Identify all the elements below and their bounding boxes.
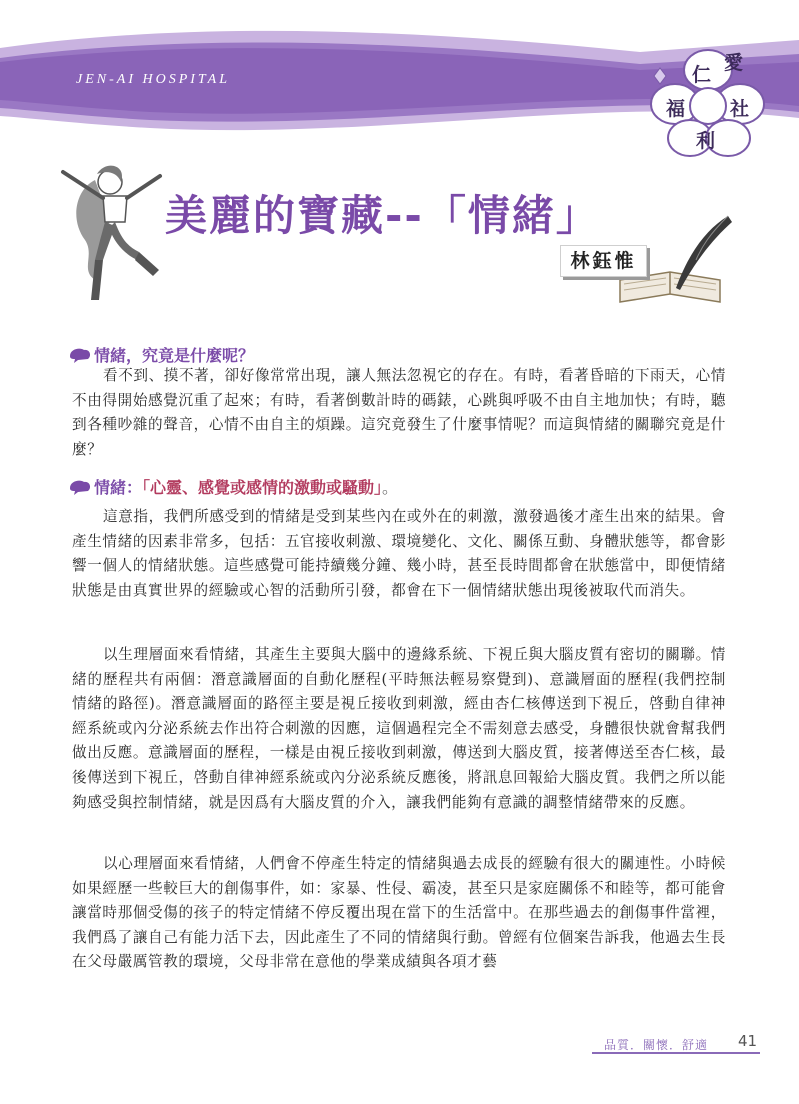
- section1-paragraph: 看不到、摸不著，卻好像常常出現，讓人無法忽視它的存在。有時，看著昏暗的下雨天，心情不由得開始感覺沉重了起來；有時，看著倒數計時的碼錶，心跳與呼吸不由自主地加快；有時，聽到各種吵雜的聲音，心情不由自主的煩躁。這究竟發生了什麼事情呢？而這與情緒的關聯究竟是什麼？: [72, 367, 726, 458]
- section2-heading-emphasis: 「心靈、感覺或感情的激動或騷動」: [142, 478, 383, 497]
- author-name: 林鈺惟: [560, 245, 647, 277]
- section2-paragraph-2: 以生理層面來看情緒，其產生主要與大腦中的邊緣系統、下視丘與大腦皮質有密切的關聯。情緒的歷程共有兩個：潛意識層面的自動化歷程(平時無法輕易察覺到)、意識層面的歷程(我們控制情緒的路徑)。潛意識層面的路徑主要是視丘接收到刺激，經由杏仁核傳送到下視丘，啓動自律神經系統或內分泌系統去作出符合刺激的因應，這個過程完全不需刻意去感受，身體很快就會幫我們做出反應。意識層面的歷程，一樣是由視丘接收到刺激，傳送到大腦皮質，接著傳送至杏仁核，最後傳送到下視丘，啓動自律神經系統或內分泌系統反應後，將訊息回報給大腦皮質。我們之所以能夠感受與控制情緒，就是因爲有大腦皮質的介入，讓我們能夠有意識的調整情緒帶來的反應。: [72, 646, 726, 811]
- emblem-char-she: 社: [730, 98, 750, 120]
- section2-paragraph-1: 這意指，我們所感受到的情緒是受到某些內在或外在的刺激，激發過後才產生出來的結果。會產生情緒的因素非常多，包括：五官接收刺激、環境變化、文化、關係互動、身體狀態等，都會影響一個人的情緒狀態。這些感覺可能持續幾分鐘、幾小時，甚至長時間都會在狀態當中，即便情緒狀態是由真實世界的經驗或心智的活動所引發，都會在下一個情緒狀態出現後被取代而消失。: [72, 508, 726, 599]
- section2-heading-suffix: 。: [382, 478, 399, 497]
- section2-heading-prefix: 情緒：: [94, 478, 143, 497]
- hospital-name: JEN-AI HOSPITAL: [76, 72, 230, 87]
- page-number: 41: [738, 1032, 758, 1050]
- article-title: 美麗的寶藏--「情緒」: [165, 191, 600, 240]
- section-heading-what-is-emotion: [68, 343, 254, 366]
- brain-icon: [68, 479, 92, 495]
- dancing-girl-illustration: [55, 160, 170, 310]
- footer-slogan: 品質．關懷．舒適: [604, 1038, 709, 1052]
- footer-divider: [592, 1052, 760, 1054]
- brain-icon: [68, 347, 92, 363]
- emblem-char-ai: 愛: [724, 52, 744, 74]
- section2-paragraph-3: 以心理層面來看情緒，人們會不停產生特定的情緒與過去成長的經驗有很大的關連性。小時候如果經歷一些較巨大的創傷事件，如：家暴、性侵、霸凌，甚至只是家庭關係不和睦等，都可能會讓當時那個受傷的孩子的特定情緒不停反覆出現在當下的生活當中。在那些過去的創傷事件當裡，我們爲了讓自己有能力活下去，因此產生了不同的情緒與行動。曾經有位個案告訴我，他過去生長在父母嚴厲管教的環境，父母非常在意他的學業成績與各項才藝: [72, 855, 726, 971]
- emblem-char-fu: 福: [666, 98, 686, 120]
- emblem-char-ren: 仁: [692, 64, 712, 86]
- emblem-flower: [640, 46, 770, 161]
- section-heading-emotion-definition: [68, 475, 398, 498]
- section1-heading-text: 情緒，究竟是什麼呢？: [94, 346, 255, 365]
- emblem-char-li: 利: [696, 130, 716, 152]
